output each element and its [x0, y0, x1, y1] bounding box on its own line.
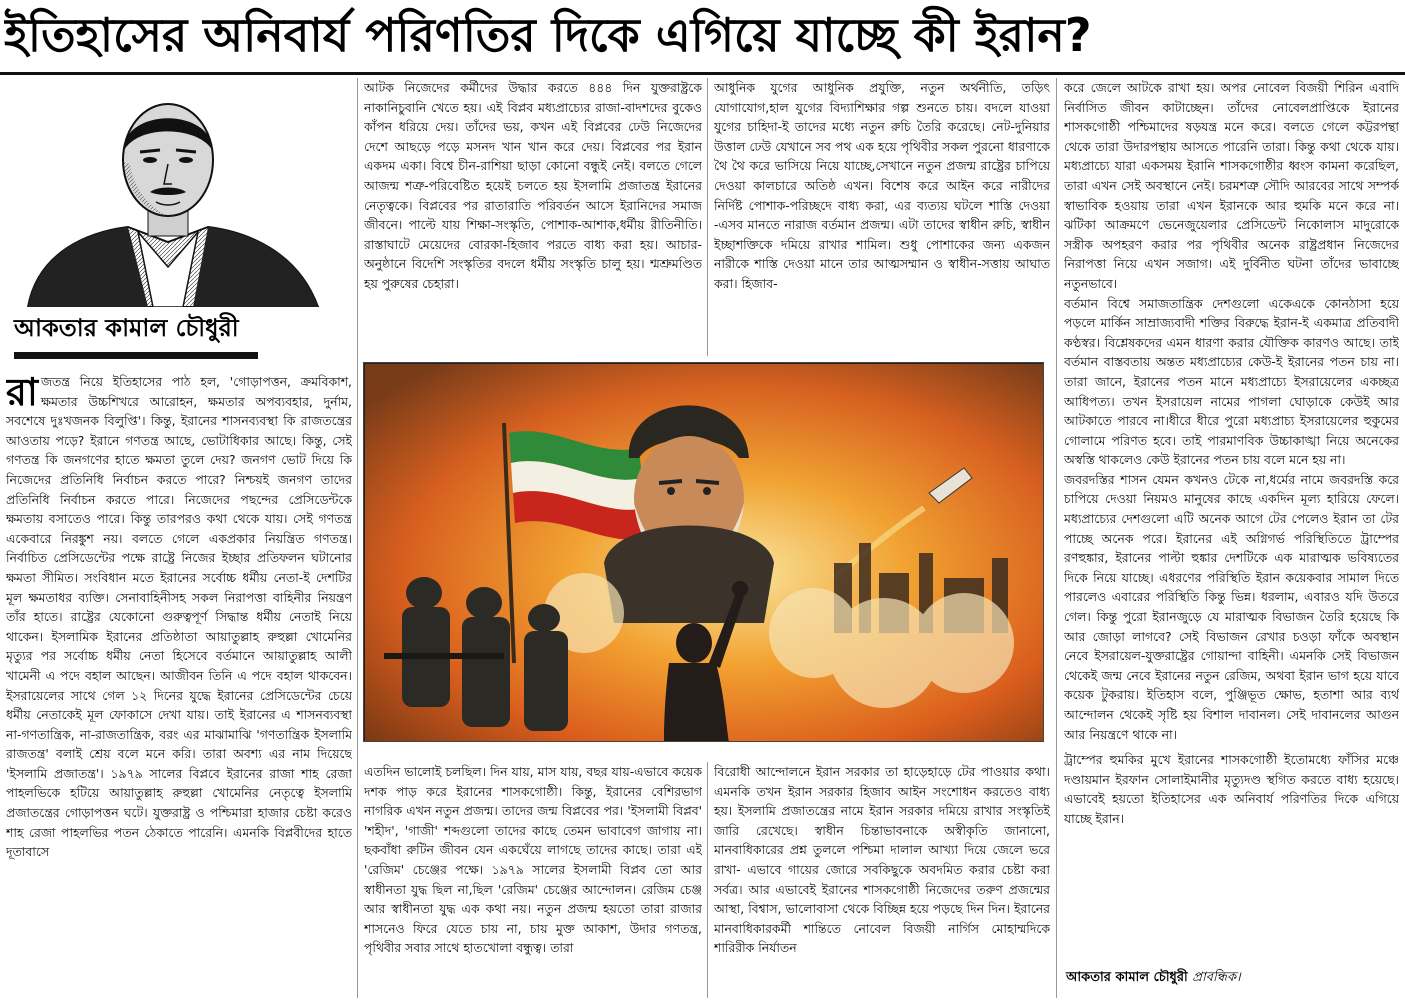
- article-column-1: [6, 372, 352, 997]
- paragraph: ট্রাম্পের হুমকির মুখে ইরানের শাসকগোষ্ঠী ইতোমধ্যে ফাঁসির মঞ্চে দণ্ডায়মান ইরফান সোলাইমানীর মৃত্যুদণ্ড স্থগিত করতে বাধ্য হয়েছে। এভাবেই হয়তো ইতিহাসের এক অনিবার্য পরিণতির দিকে এগিয়ে যাচ্ছে ইরান।: [1064, 752, 1399, 826]
- paragraph: বর্তমান বিশ্বে সমাজতান্ত্রিক দেশগুলো একেএকে কোনঠাসা হয়ে পড়লে মার্কিন সাম্রাজ্যবাদী শক্তির বিরুদ্ধে ইরান-ই একমাত্র প্রতিবাদী কণ্ঠস্বর। বিশ্লেষকদের এমন ধারণা করার যৌক্তিক কারণও আছে। তাই বর্তমান বাস্তবতায় অন্তত মধ্যপ্রাচ্যের কেউ-ই ইরানের পতন চায় না। তারা জানে, ইরানের পতন মানে মধ্যপ্রাচ্যে ইসরায়েলের একচ্ছত্র আধিপত্য। তখন ইসরায়েল নামের পাগলা ঘোড়াকে কেউই আর আটকাতে পারবে না।ধীরে ধীরে পুরো মধ্যপ্রাচ্য ইসরায়েলের হুকুমের গোলামে পরিণত হবে। তাই পারমাণবিক উচ্চাকাঙ্খা নিয়ে অনেকের অস্বস্তি থাকলেও কেউ ইরানের পতন চায় বলে মনে হয় না।: [1064, 295, 1399, 468]
- illustration-image: [363, 362, 1044, 742]
- paragraph: আটক নিজেদের কর্মীদের উদ্ধার করতে ৪৪৪ দিন যুক্তরাষ্ট্রকে নাকানিচুবানি খেতে হয়। এই বিপ্লব মধ্যপ্রাচ্যের রাজা-বাদশদের বুকেও কাঁপন ধরিয়ে দেয়। তাঁদের ভয়, কখন এই বিপ্লবের ঢেউ নিজেদের দেশে আছড়ে পড়ে মসনদ খান খান করে দেয়। বিপ্লবের পর ইরান একদম একা। বিশ্বে চীন-রাশিয়া ছাড়া কোনো বন্ধুই নেই। বলতে গেলে আজন্ম শত্রু-পরিবেষ্টিত হয়েই চলতে হয় ইসলামি প্রজাতন্ত্র ইরানের নেতৃত্বকে। বিপ্লবের পর রাতারাতি পরিবর্তন আসে ইরানিদের সমাজ জীবনে। পাল্টে যায় শিক্ষা-সংস্কৃতি, পোশাক-আশাক,ধর্মীয় রীতিনীতি। রাস্তাঘাটে মেয়েদের বোরকা-হিজাব পরতে বাধ্য করা হয়। আচার-অনুষ্ঠানে বিদেশি সংস্কৃতির বদলে ধর্মীয় সংস্কৃতি চালু হয়। শ্মশ্রুমণ্ডিত হয় পুরুষের চেহারা।: [364, 80, 702, 291]
- signoff-role: প্রাবন্ধিক।: [1192, 970, 1241, 985]
- headline: ইতিহাসের অনিবার্য পরিণতির দিকে এগিয়ে যাচ্ছে কী ইরান?: [4, 8, 1092, 62]
- column-divider: [357, 78, 358, 998]
- drop-cap: রা: [6, 372, 38, 414]
- byline: আকতার কামাল চৌধুরী: [14, 314, 239, 342]
- author-signoff: [1066, 968, 1396, 992]
- article-column-2-bottom: [364, 762, 702, 998]
- paragraph: বিরোধী আন্দোলনে ইরান সরকার তা হাড়েহাড়ে টের পাওয়ার কথা। এমনকি তখন ইরান সরকার হিজাব আইন সংশোধন করতেও বাধ্য হয়। ইসলামি প্রজাতন্ত্রের নামে ইরান সরকার দমিয়ে রাখার সংস্কৃতিই জারি রেখেছে। স্বাধীন চিন্তাভাবনাকে অস্বীকৃতি জানানো, মানবাধিকারের প্রশ্ন তুললে পশ্চিমা দালাল আখ্যা দিয়ে জেলে ভরে রাখা- এভাবে গায়ের জোরে সবকিছুকে অবদমিত করার চেষ্টা করা সর্বত্র। আর এভাবেই ইরানের শাসকগোষ্ঠী নিজেদের তরুণ প্রজন্মের আস্থা, বিশ্বাস, ভালোবাসা থেকে বিচ্ছিন্ন হয়ে পড়ছে দিন দিন। ইরানের মানবাধিকারকর্মী শান্তিতে নোবেল বিজয়ী নার্গিস মোহাম্মদিকে শারিরীক নির্যাতন: [714, 764, 1050, 956]
- article-column-2-top: [364, 78, 702, 354]
- article-column-3-bottom: [714, 762, 1050, 998]
- column-divider: [707, 762, 708, 998]
- headline-rule: [0, 72, 1405, 75]
- paragraph: জবরদস্তির শাসন যেমন কখনও টেকে না,ধর্মের নামে জবরদস্তি করে চাপিয়ে দেওয়া নিয়মও মানুষের কাছে একদিন মূল্য হারিয়ে ফেলে। মধ্যপ্রাচ্যের দেশগুলো এটি অনেক আগে টের পেলেও ইরান তা টের পাচ্ছে অনেক পরে। ইরানের এই অগ্নিগর্ভ পরিস্থিতিতে ট্রাম্পের রণহুঙ্কার, ইরানের পাল্টা হুঙ্কার দেশটিকে এক মারাত্মক ভবিষ্যতের দিকে নিয়ে যাচ্ছে। এধরণের পরিস্থিতি ইরান কয়েকবার সামাল দিতে পারলেও এবারের পরিস্থিতি কিন্তু ভিন্ন। ধরলাম, এবারও যদি উতরে গেল। কিন্তু পুরো ইরানজুড়ে যে মারাত্মক বিভাজন তৈরি হয়েছে কি আর জোড়া লাগবে? সেই বিভাজন রেখার চওড়া ফাঁকে অবস্থান নেবে ইসরায়েল-যুক্তরাষ্ট্রের গোয়ান্দা বাহিনী। এমনকি সেই বিভাজন থেকেই জন্ম নেবে ইরানের নতুন রেজিম, অথবা ইরান ভাগ হয়ে যাবে কয়েক টুকরায়। ইতিহাস বলে, পুঞ্জিভূত ক্ষোভ, হতাশা আর ব্যর্থ আন্দোলন থেকেই সৃষ্টি হয় বিশাল দাবানল। সেই দাবানলের আগুন আর নিয়ন্ত্রণে থাকে না।: [1064, 471, 1399, 742]
- column-divider: [1056, 78, 1057, 998]
- column-divider: [707, 78, 708, 356]
- signoff-name: আকতার কামাল চৌধুরী: [1066, 970, 1188, 985]
- paragraph: এতদিন ভালোই চলছিল। দিন যায়, মাস যায়, বছর যায়-এভাবে কয়েক দশক পাড় করে ইরানের শাসকগোষ্ঠী। কিন্তু, ইরানের বেশিরভাগ নাগরিক এখন নতুন প্রজন্ম। তাদের জন্ম বিপ্লবের পর। 'ইসলামী বিপ্লব' 'শহীদ', 'গাজী' শব্দগুলো তাদের কাছে তেমন ভাবাবেগ জাগায় না। ছকবাঁধা রুটিন জীবন যেন একঘেঁয়ে লাগছে তাদের কাছে। তারা এই 'রেজিম' চেঞ্জের পক্ষে। ১৯৭৯ সালের ইসলামী বিপ্লব তো আর স্বাধীনতা যুদ্ধ ছিল না,ছিল 'রেজিম' চেঞ্জের আন্দোলন। রেজিম চেঞ্জ আর স্বাধীনতা যুদ্ধ এক কথা নয়। নতুন প্রজন্ম হয়তো তারা রাজার শাসনেও ফিরে যেতে চায় না, চায় মুক্ত আকাশ, উদার গণতন্ত্র, পৃথিবীর সবার সাথে হাতখোলা বন্ধুত্ব। তারা: [364, 764, 702, 956]
- lead-paragraph: [6, 372, 352, 862]
- byline-rule: [14, 352, 258, 359]
- lead-text: জতন্ত্র নিয়ে ইতিহাসের পাঠ হল, 'গোড়াপত্তন, ক্রমবিকাশ, ক্ষমতার উচ্চশিখরে আরোহন, ক্ষমতার অপব্যবহার, দুর্নাম, সবশেষে দুঃখজনক বিলুপ্তি'। কিন্তু, ইরানের শাসনব্যবস্থা কি রাজতন্ত্রের আওতায় পড়ে? ইরানে গণতন্ত্র আছে, ভোটাধিকার আছে। কিন্তু, সেই গণতন্ত্র কি জনগণের হাতে ক্ষমতা তুলে দেয়? জনগণ ভোট দিয়ে কি নিজেদের প্রতিনিধি নির্বাচন করতে পারে? নিশ্চয়ই জনগণ তাদের প্রতিনিধি নির্বাচন করতে পারে। নিজেদের পছন্দের প্রেসিডেন্টকে ক্ষমতায় বসাতেও পারে। কিন্তু তারপরও কথা থেকে যায়। সেই গণতন্ত্র একেবারে নিরঙ্কুশ নয়। বলতে গেলে একপ্রকার নিয়ন্ত্রিত গণতন্ত্র। নির্বাচিত প্রেসিডেন্টের পক্ষে রাষ্ট্রে নিজের ইচ্ছার প্রতিফলন ঘটানোর ক্ষমতা সীমিত। সংবিধান মতে ইরানের সর্বোচ্চ ধর্মীয় নেতা-ই দেশটির মূল ক্ষমতাধর ব্যক্তি। সেনাবাহিনীসহ সকল নিরাপত্তা বাহিনীর নিয়ন্ত্রণ তাঁর হাতে। রাষ্ট্রের যেকোনো গুরুত্বপূর্ণ সিদ্ধান্ত ধর্মীয় নেতাই নিয়ে থাকেন। ইসলামিক ইরানের প্রতিষ্ঠাতা আয়াতুল্লাহ রুহুল্লা খোমেনির মৃত্যুর পর সর্বোচ্চ ধর্মীয় নেতা হিসেবে বর্তমানে আয়াতুল্লাহ আলী খামেনী এ পদে বহাল আছেন। আজীবন তিনি এ পদে বহাল থাকবেন। ইসরায়েলের সাথে গেল ১২ দিনের যুদ্ধে ইরানের প্রেসিডেন্টের চেয়ে ধর্মীয় নেতাকেই মূল ফোকাসে দেখা যায়। তাই ইরানের এ শাসনব্যবস্থা না-গণতান্ত্রিক, না-রাজতান্ত্রিক, বরং এর মাঝামাঝি 'গণতান্ত্রিক ইসলামি রাজতন্ত্র' বলাই শ্রেয় বলে মনে করি। তারা অবশ্য এর নাম দিয়েছে 'ইসলামি প্রজাতন্ত্র'। ১৯৭৯ সালের বিপ্লবে ইরানের রাজা শাহ রেজা পাহলভিকে হটিয়ে আয়াতুল্লাহ রুহুল্লা খোমেনির নেতৃত্বে ইসলামি প্রজাতন্ত্রের গোড়াপত্তন ঘটে। যুক্তরাষ্ট্র ও পশ্চিমারা হাজার চেষ্টা করেও শাহ রেজা পাহলভির পতন ঠেকাতে পারেনি। এমনকি বিপ্লবীদের হাতে দূতাবাসে: [6, 374, 352, 860]
- paragraph: আধুনিক যুগের আধুনিক প্রযুক্তি, নতুন অর্থনীতি, তড়িৎ যোগাযোগ,হাল যুগের বিদ্যাশিক্ষার গল্প শুনতে চায়। বদলে যাওয়া যুগের চাহিদা-ই তাদের মধ্যে নতুন রুচি তৈরি করেছে। নেট-দুনিয়ার উত্তাল ঢেউ যেখানে সব পথ এক হয়ে পৃথিবীর সকল পুরনো ধারণাকে থৈ থৈ করে ভাসিয়ে নিয়ে যাচ্ছে,সেখানে নতুন প্রজন্ম রাষ্ট্রের চাপিয়ে দেওয়া কালচারে অতিষ্ঠ এখন। বিশেষ করে আইন করে নারীদের নির্দিষ্ট পোশাক-পরিচ্ছদে বাধ্য করা, এর ব্যত্যয় ঘটলে শাস্তি দেওয়া -এসব মানতে নারাজ বর্তমান প্রজন্ম। এটা তাদের স্বাধীন রুচি, স্বাধীন ইচ্ছাশক্তিকে দমিয়ে রাখার শামিল। শুধু পোশাকের জন্য একজন নারীকে শাস্তি দেওয়া মানে তার আত্মসম্মান ও স্বাধীন-সত্তায় আঘাত করা। হিজাব-: [714, 80, 1050, 291]
- article-column-4: [1064, 78, 1399, 978]
- paragraph: করে জেলে আটকে রাখা হয়। অপর নোবেল বিজয়ী শিরিন এবাদি নির্বাসিত জীবন কাটাচ্ছেন। তাঁদের নোবেলপ্রাপ্তিকে ইরানের শাসকগোষ্ঠী পশ্চিমাদের ষড়যন্ত্র মনে করে। বলতে গেলে কট্টরপন্থা থেকে তারা উদারপন্থায় আসতে পারেনি তারা। কিন্তু কথা থেকে যায়। মধ্যপ্রাচ্যে যারা একসময় ইরানি শাসকগোষ্ঠীর ধ্বংস কামনা করেছিল, তারা এখন সেই অবস্থানে নেই। চরমশত্রু সৌদি আরবের সাথে সম্পর্ক স্বাভাবিক হওয়ায় তারা এখন ইরানকে আর হুমকি মনে করে না। ঝটিকা আক্রমণে ভেনেজুয়েলার প্রেসিডেন্ট নিকোলাস মাদুরোকে সস্ত্রীক অপহরণ করার পর পৃথিবীর অনেক রাষ্ট্রপ্রধান নিজেদের নিরাপত্তা নিয়ে এখন সজাগ। এই দুর্বিনীত ঘটনা তাঁদের ভাবাচ্ছে নতুনভাবে।: [1064, 80, 1399, 291]
- author-portrait: [18, 82, 348, 307]
- article-column-3-top: [714, 78, 1050, 354]
